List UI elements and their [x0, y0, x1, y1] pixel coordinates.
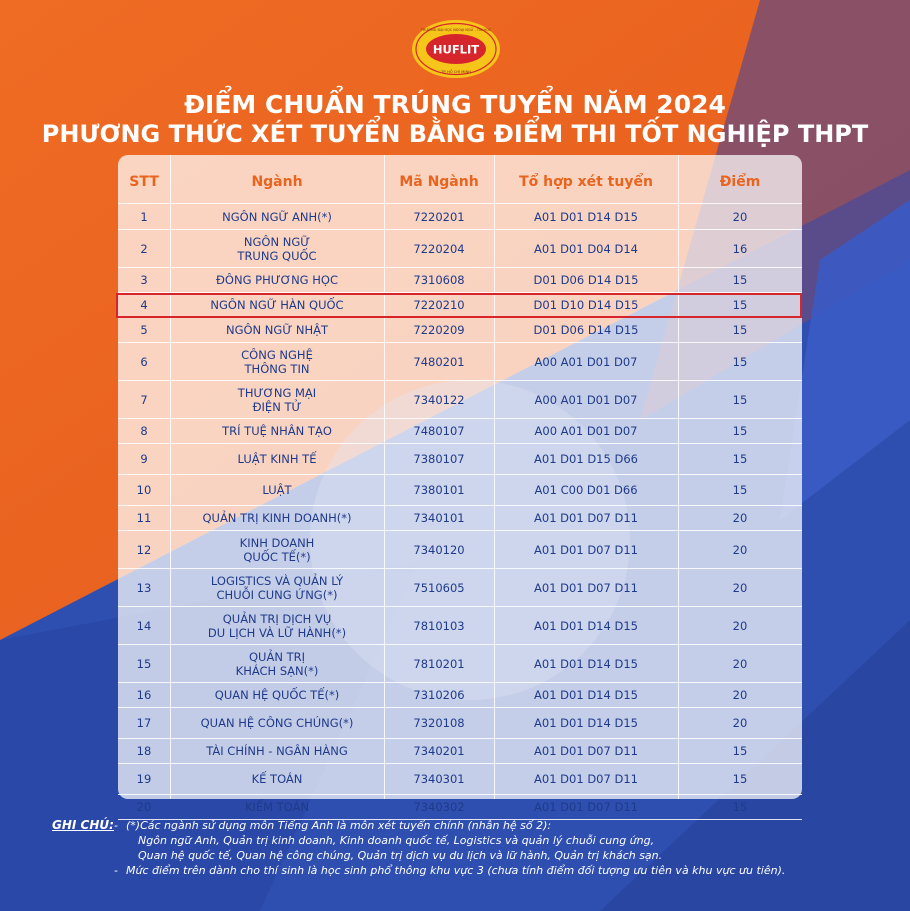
to-hop-cell: D01 D06 D14 D15: [533, 273, 639, 287]
diem-cell: 15: [732, 298, 748, 312]
to-hop-cell: A00 A01 D01 D07: [534, 354, 638, 369]
to-hop-cell: D01 D06 D14 D15: [533, 323, 639, 337]
stt-cell: 12: [136, 542, 152, 557]
stt-cell: 16: [136, 688, 152, 702]
to-hop-cell: A01 D01 D15 D66: [534, 452, 638, 466]
row-divider: [118, 794, 802, 795]
nganh-cell: KẾ TOÁN: [251, 772, 303, 786]
diem-cell: 15: [732, 354, 748, 369]
ma-nganh-cell: 7810201: [413, 656, 465, 671]
note-line-1: [114, 818, 872, 833]
column-divider: [170, 155, 171, 799]
ma-nganh-cell: 7340122: [413, 392, 465, 407]
ma-nganh-cell: 7510605: [413, 580, 465, 595]
row-divider: [118, 342, 802, 343]
diem-cell: 15: [732, 744, 748, 758]
ma-nganh-cell: 7310206: [413, 688, 465, 702]
nganh-cell: QUAN HỆ QUỐC TẾ(*): [214, 688, 340, 702]
diem-cell: 15: [732, 772, 748, 786]
header-divider: [118, 203, 802, 204]
note-line-3: Quan hệ quốc tế, Quan hệ công chúng, Quản trị dịch vụ du lịch và lữ hành, Quản trị khách sạn.: [138, 849, 663, 862]
header-diem: Điểm: [719, 174, 761, 190]
nganh-cell: LUẬT KINH TẾ: [237, 452, 317, 466]
page-subtitle: PHƯƠNG THỨC XÉT TUYỂN BẰNG ĐIỂM THI TỐT NGHIỆP THPT: [41, 120, 869, 148]
stt-cell: 19: [136, 772, 152, 786]
row-divider: [118, 568, 802, 569]
stt-cell: 13: [136, 580, 152, 595]
stt-cell: 6: [140, 354, 148, 369]
table-row: [118, 444, 802, 474]
note-bullet-2: -: [114, 864, 118, 877]
row-divider: [118, 443, 802, 444]
column-divider: [384, 155, 385, 799]
column-divider: [678, 155, 679, 799]
diem-cell: 20: [732, 542, 748, 557]
table-row: [118, 645, 802, 682]
ma-nganh-cell: 7220210: [413, 298, 465, 312]
stt-cell: 8: [140, 424, 148, 438]
diem-cell: 20: [732, 580, 748, 595]
diem-cell: 15: [732, 483, 748, 497]
nganh-cell: NGÔN NGỮ TRUNG QUỐC: [237, 234, 317, 263]
to-hop-cell: A01 D01 D14 D15: [534, 716, 638, 730]
diem-cell: 20: [732, 716, 748, 730]
row-divider: [118, 644, 802, 645]
logo-city-text: TP. HỒ CHÍ MINH: [441, 70, 471, 74]
to-hop-cell: A01 D01 D14 D15: [534, 656, 638, 671]
header-to-hop: Tổ hợp xét tuyển: [519, 174, 653, 190]
notes-label: GHI CHÚ:: [52, 818, 114, 832]
to-hop-cell: A01 D01 D14 D15: [534, 618, 638, 633]
nganh-cell: KIỂM TOÁN: [244, 800, 310, 814]
to-hop-cell: D01 D10 D14 D15: [533, 298, 639, 312]
note-line-4: [114, 863, 872, 878]
ma-nganh-cell: 7220204: [413, 241, 465, 256]
diem-cell: 20: [732, 688, 748, 702]
note-text-1: (*)Các ngành sử dụng môn Tiếng Anh là môn xét tuyển chính (nhân hệ số 2):: [126, 819, 552, 832]
table-row: [118, 506, 802, 530]
stt-cell: 1: [140, 210, 148, 224]
table-row: [118, 343, 802, 380]
stt-cell: 9: [140, 452, 148, 466]
ma-nganh-cell: 7380101: [413, 483, 465, 497]
row-divider: [118, 267, 802, 268]
table-row: [118, 607, 802, 644]
table-row: [118, 381, 802, 418]
to-hop-cell: A01 D01 D07 D11: [534, 580, 638, 595]
diem-cell: 15: [732, 800, 748, 814]
nganh-cell: TRÍ TUỆ NHÂN TẠO: [222, 424, 332, 438]
table-row: [118, 230, 802, 267]
to-hop-cell: A01 D01 D07 D11: [534, 542, 638, 557]
ma-nganh-cell: 7340301: [413, 772, 465, 786]
header-ma-nganh: Mã Ngành: [399, 174, 479, 190]
to-hop-cell: A01 D01 D14 D15: [534, 210, 638, 224]
nganh-cell: ĐÔNG PHƯƠNG HỌC: [216, 273, 338, 287]
stt-cell: 11: [136, 511, 152, 525]
row-divider: [118, 229, 802, 230]
note-bullet-1: -: [114, 819, 118, 832]
stt-cell: 14: [136, 618, 152, 633]
table-row: [118, 268, 802, 292]
nganh-cell: QUẢN TRỊ KINH DOANH(*): [202, 511, 352, 525]
diem-cell: 15: [732, 452, 748, 466]
stt-cell: 5: [140, 323, 148, 337]
highlight-frame: [116, 293, 802, 318]
diem-cell: 20: [732, 618, 748, 633]
row-divider: [118, 418, 802, 419]
table-row: [118, 795, 802, 819]
nganh-cell: LOGISTICS VÀ QUẢN LÝ CHUỖI CUNG ỨNG(*): [210, 573, 344, 602]
table-row: [118, 475, 802, 505]
nganh-cell: THƯƠNG MẠI ĐIỆN TỬ: [237, 385, 317, 414]
row-divider: [118, 474, 802, 475]
to-hop-cell: A00 A01 D01 D07: [534, 392, 638, 407]
row-divider: [118, 738, 802, 739]
diem-cell: 20: [732, 210, 748, 224]
note-text-4: Mức điểm trên dành cho thí sinh là học sinh phổ thông khu vực 3 (chưa tính điểm đối tượng ưu tiên và khu vực ưu tiên).: [126, 864, 786, 877]
diem-cell: 16: [732, 241, 748, 256]
stt-cell: 17: [136, 716, 152, 730]
table-row: [118, 708, 802, 738]
ma-nganh-cell: 7320108: [413, 716, 465, 730]
nganh-cell: NGÔN NGỮ NHẬT: [225, 323, 328, 337]
stt-cell: 18: [136, 744, 152, 758]
score-table: [118, 155, 802, 814]
nganh-cell: QUAN HỆ CÔNG CHÚNG(*): [200, 716, 354, 730]
nganh-cell: NGÔN NGỮ ANH(*): [222, 210, 332, 224]
diem-cell: 15: [732, 424, 748, 438]
ma-nganh-cell: 7340201: [413, 744, 465, 758]
ma-nganh-cell: 7480201: [413, 354, 465, 369]
ma-nganh-cell: 7220201: [413, 210, 465, 224]
table-row: [118, 739, 802, 763]
row-divider: [118, 707, 802, 708]
table-row: [118, 531, 802, 568]
ma-nganh-cell: 7340120: [413, 542, 465, 557]
nganh-cell: KINH DOANH QUỐC TẾ(*): [239, 535, 315, 564]
diem-cell: 15: [732, 273, 748, 287]
row-divider: [118, 530, 802, 531]
row-divider: [118, 682, 802, 683]
row-divider: [118, 763, 802, 764]
column-divider: [494, 155, 495, 799]
ma-nganh-cell: 7220209: [413, 323, 465, 337]
stt-cell: 4: [140, 298, 148, 312]
stt-cell: 15: [136, 656, 152, 671]
ma-nganh-cell: 7480107: [413, 424, 465, 438]
to-hop-cell: A01 D01 D07 D11: [534, 744, 638, 758]
table-row: [118, 569, 802, 606]
page-title: ĐIỂM CHUẨN TRÚNG TUYỂN NĂM 2024: [184, 90, 726, 119]
stt-cell: 10: [136, 483, 152, 497]
to-hop-cell: A01 D01 D04 D14: [534, 241, 638, 256]
nganh-cell: QUẢN TRỊ DỊCH VỤ DU LỊCH VÀ LỮ HÀNH(*): [207, 611, 347, 640]
table-row: [118, 683, 802, 707]
table-row: [118, 419, 802, 443]
note-line-2: Ngôn ngữ Anh, Quản trị kinh doanh, Kinh doanh quốc tế, Logistics và quản lý chuỗi cung ứng,: [138, 834, 655, 847]
diem-cell: 20: [732, 656, 748, 671]
table-row: [118, 205, 802, 229]
nganh-cell: NGÔN NGỮ HÀN QUỐC: [210, 298, 344, 312]
ma-nganh-cell: 7380107: [413, 452, 465, 466]
ma-nganh-cell: 7810103: [413, 618, 465, 633]
nganh-cell: QUẢN TRỊ KHÁCH SẠN(*): [235, 649, 319, 678]
diem-cell: 15: [732, 323, 748, 337]
stt-cell: 3: [140, 273, 148, 287]
huflit-logo: [410, 18, 502, 80]
to-hop-cell: A01 D01 D14 D15: [534, 688, 638, 702]
notes-body: [114, 818, 872, 878]
stt-cell: 2: [140, 241, 148, 256]
stt-cell: 20: [136, 800, 152, 814]
to-hop-cell: A01 D01 D07 D11: [534, 511, 638, 525]
logo-text: HUFLIT: [432, 42, 480, 57]
diem-cell: 15: [732, 392, 748, 407]
nganh-cell: CÔNG NGHỆ THÔNG TIN: [241, 347, 313, 376]
to-hop-cell: A01 C00 D01 D66: [534, 483, 638, 497]
nganh-cell: TÀI CHÍNH - NGÂN HÀNG: [206, 744, 348, 758]
table-row: [118, 764, 802, 794]
stt-cell: 7: [140, 392, 148, 407]
row-divider: [118, 380, 802, 381]
row-divider: [118, 505, 802, 506]
to-hop-cell: A00 A01 D01 D07: [534, 424, 638, 438]
ma-nganh-cell: 7340302: [413, 800, 465, 814]
nganh-cell: LUẬT: [262, 483, 292, 497]
logo-ring-text: TRƯỜNG ĐẠI HỌC NGOẠI NGỮ - TIN HỌC: [420, 28, 492, 32]
row-divider: [118, 606, 802, 607]
header-nganh: Ngành: [251, 174, 303, 190]
table-row: [118, 318, 802, 342]
ma-nganh-cell: 7340101: [413, 511, 465, 525]
header-stt: STT: [129, 174, 159, 190]
to-hop-cell: A01 D01 D07 D11: [534, 772, 638, 786]
diem-cell: 20: [732, 511, 748, 525]
ma-nganh-cell: 7310608: [413, 273, 465, 287]
to-hop-cell: A01 D01 D07 D11: [534, 800, 638, 814]
